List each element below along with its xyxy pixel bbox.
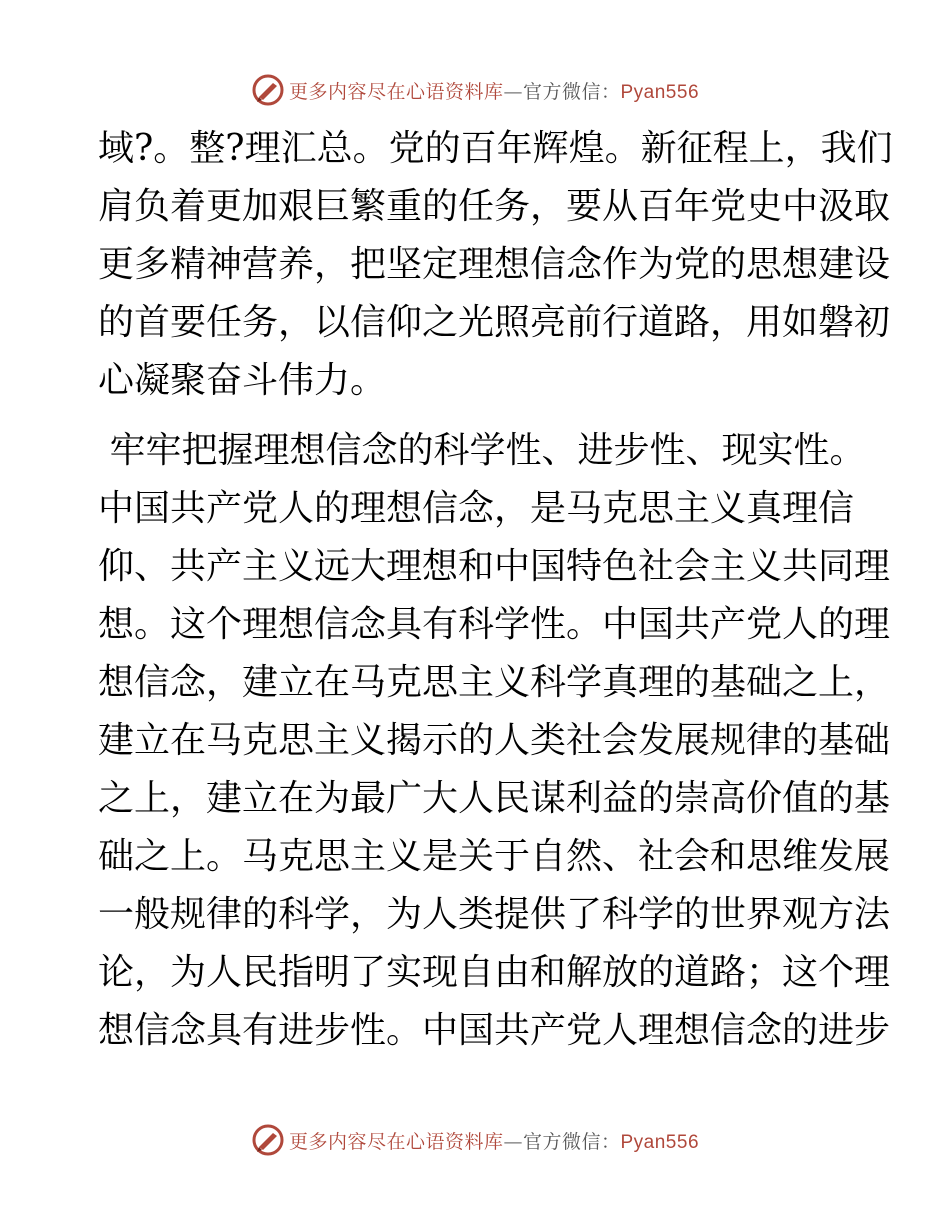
pen-logo-icon <box>251 73 285 107</box>
text-line: 仰、共产主义远大理想和中国特色社会主义共同理 <box>98 546 891 587</box>
pen-logo-icon <box>251 1123 285 1157</box>
text-line: 础之上。马克思主义是关于自然、社会和思维发展 <box>98 836 891 877</box>
text-line: 想信念，建立在马克思主义科学真理的基础之上， <box>98 662 891 703</box>
text-line: 肩负着更加艰巨繁重的任务，要从百年党史中汲取 <box>98 186 891 227</box>
text-line: 心凝聚奋斗伟力。 <box>98 360 387 401</box>
footer-site-text: 更多内容尽在心语资料库 <box>288 1130 504 1153</box>
footer-banner <box>0 1120 950 1160</box>
footer-wechat-account: Pyan556 <box>620 1131 700 1153</box>
footer-separator: — <box>503 1130 523 1153</box>
text-line: 更多精神营养，把坚定理想信念作为党的思想建设 <box>98 244 891 285</box>
header-wechat-account: Pyan556 <box>620 81 700 103</box>
text-line: 中国共产党人的理想信念，是马克思主义真理信 <box>98 488 855 529</box>
document-body <box>98 120 893 1060</box>
text-line: 论，为人民指明了实现自由和解放的道路；这个理 <box>98 952 891 993</box>
text-line: 一般规律的科学，为人类提供了科学的世界观方法 <box>98 894 891 935</box>
text-line: 之上，建立在为最广大人民谋利益的崇高价值的基 <box>98 778 891 819</box>
text-line: 域?。整?理汇总。党的百年辉煌。新征程上，我们 <box>98 128 893 169</box>
header-separator: — <box>503 80 523 103</box>
header-wechat-label: 官方微信： <box>522 80 621 103</box>
footer-banner-text <box>289 1127 699 1154</box>
text-line: 想信念具有进步性。中国共产党人理想信念的进步 <box>98 1010 891 1051</box>
text-line: 建立在马克思主义揭示的人类社会发展规律的基础 <box>98 720 891 761</box>
header-banner-text <box>289 77 699 104</box>
text-line: 想。这个理想信念具有科学性。中国共产党人的理 <box>98 604 891 645</box>
text-line: 的首要任务，以信仰之光照亮前行道路，用如磐初 <box>98 302 891 343</box>
paragraph-2 <box>98 422 891 1060</box>
footer-wechat-label: 官方微信： <box>522 1130 621 1153</box>
paragraph-1 <box>98 120 893 410</box>
header-banner <box>0 70 950 110</box>
header-site-text: 更多内容尽在心语资料库 <box>288 80 504 103</box>
text-line: 牢牢把握理想信念的科学性、进步性、现实性。 <box>98 430 866 471</box>
